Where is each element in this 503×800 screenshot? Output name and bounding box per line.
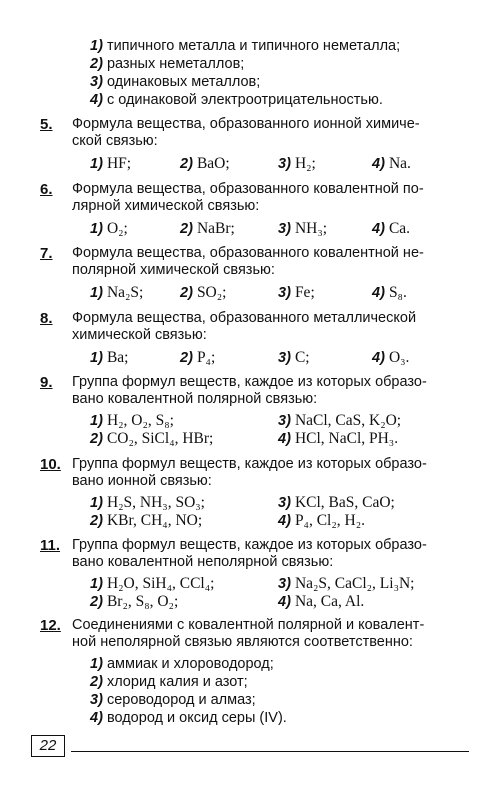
option: 1) H₂O, SiH₄, CCl₄; — [90, 575, 215, 592]
option: 4) S₈. — [372, 284, 407, 301]
top-option: 1) типичного металла и типичного неметалла; — [90, 38, 401, 54]
question-number: 6. — [40, 181, 53, 198]
option: 1) Ba; — [90, 349, 129, 366]
page-number: 22 — [31, 735, 65, 757]
option: 3) NH₃; — [278, 220, 328, 237]
option: 2) хлорид калия и азот; — [90, 674, 248, 690]
page-footer — [31, 735, 469, 757]
option: 2) CO₂, SiCl₄, HBr; — [90, 430, 214, 447]
option: 3) NaCl, CaS, K₂O; — [278, 412, 402, 429]
option: 4) P₄, Cl₂, H₂. — [278, 512, 365, 529]
question-text: Формула вещества, образованного ионной химиче- ской связью: — [72, 116, 420, 149]
question-number: 10. — [40, 456, 61, 473]
option: 4) Na. — [372, 155, 411, 172]
option: 1) аммиак и хлороводород; — [90, 656, 274, 672]
option: 3) KCl, BaS, CaO; — [278, 494, 395, 511]
option: 1) HF; — [90, 155, 132, 172]
option: 4) водород и оксид серы (IV). — [90, 710, 287, 726]
question-text: Формула вещества, образованного металлической химической связью: — [72, 310, 417, 343]
top-option: 4) с одинаковой электроотрицательностью. — [90, 92, 383, 108]
footer-rule — [71, 751, 469, 752]
top-option: 3) одинаковых металлов; — [90, 74, 261, 90]
option: 1) H₂S, NH₃, SO₃; — [90, 494, 205, 511]
option: 3) H₂; — [278, 155, 316, 172]
option: 3) Na₂S, CaCl₂, Li₃N; — [278, 575, 415, 592]
option: 3) сероводород и алмаз; — [90, 692, 256, 708]
option: 3) C; — [278, 349, 310, 366]
option: 2) KBr, CH₄, NO; — [90, 512, 203, 529]
option: 1) O₂; — [90, 220, 128, 237]
question-text: Формула вещества, образованного ковалентной не- полярной химической связью: — [72, 245, 424, 278]
top-option: 2) разных неметаллов; — [90, 56, 245, 72]
option: 4) Ca. — [372, 220, 411, 237]
question-text: Соединениями с ковалентной полярной и ковалент- ной неполярной связью являются соответственно: — [72, 617, 425, 650]
option: 4) Na, Ca, Al. — [278, 593, 365, 610]
option: 1) H₂, O₂, S₈; — [90, 412, 174, 429]
question-text: Формула вещества, образованного ковалентной по- лярной химической связью: — [72, 181, 424, 214]
question-number: 12. — [40, 617, 61, 634]
option: 2) NaBr; — [180, 220, 235, 237]
question-text: Группа формул веществ, каждое из которых образо- вано ковалентной неполярной связью: — [72, 537, 427, 570]
question-text: Группа формул веществ, каждое из которых образо- вано ионной связью: — [72, 456, 427, 489]
option: 2) P₄; — [180, 349, 216, 366]
option: 3) Fe; — [278, 284, 315, 301]
option: 1) Na₂S; — [90, 284, 144, 301]
option: 2) SO₂; — [180, 284, 227, 301]
option: 4) HCl, NaCl, PH₃. — [278, 430, 399, 447]
option: 2) Br₂, S₈, O₂; — [90, 593, 179, 610]
question-number: 8. — [40, 310, 53, 327]
option: 2) BaO; — [180, 155, 230, 172]
question-number: 5. — [40, 116, 53, 133]
question-text: Группа формул веществ, каждое из которых образо- вано ковалентной полярной связью: — [72, 374, 427, 407]
question-number: 7. — [40, 245, 53, 262]
question-number: 11. — [40, 537, 61, 554]
option: 4) O₃. — [372, 349, 410, 366]
question-number: 9. — [40, 374, 53, 391]
